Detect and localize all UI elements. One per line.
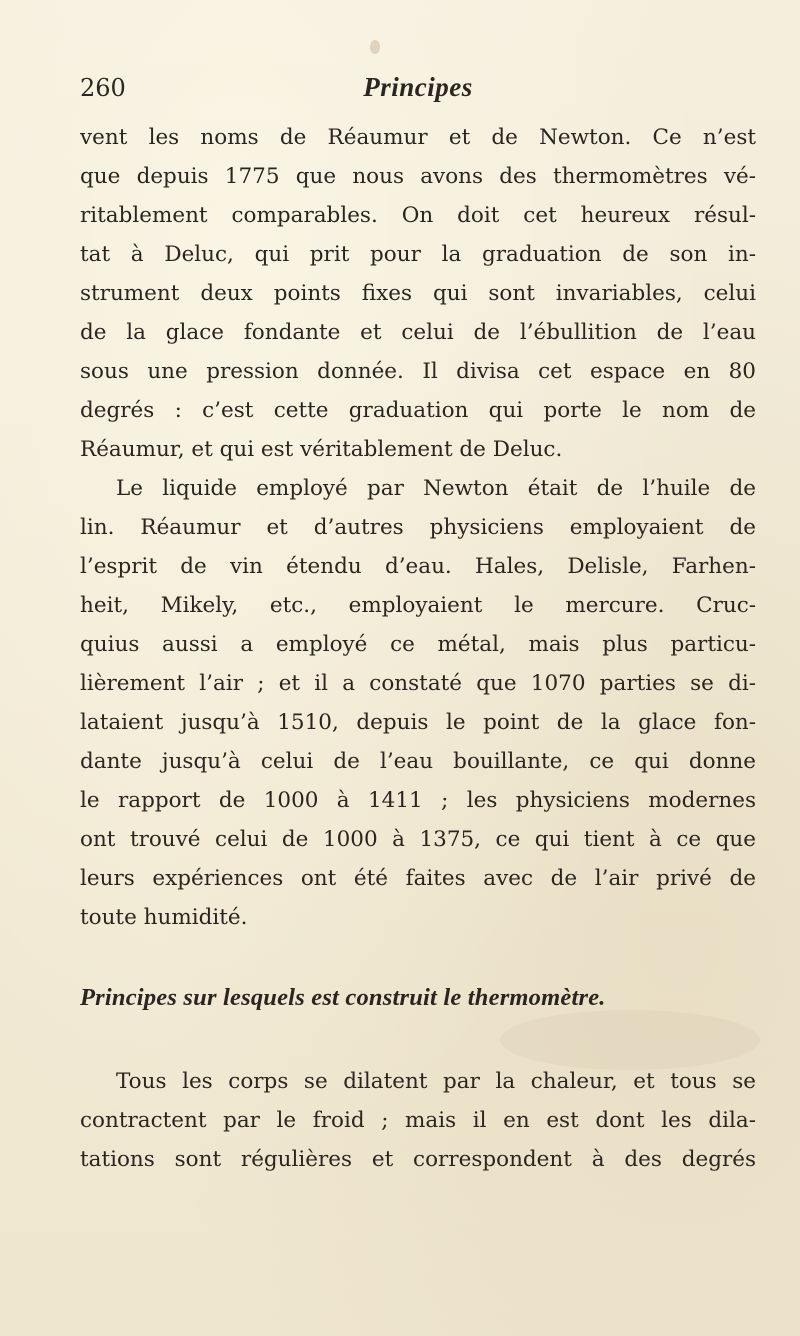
page-number: 260 bbox=[80, 74, 126, 102]
running-head: Principes bbox=[363, 72, 473, 102]
text-line: lin. Réaumur et d’autres physiciens employaient de bbox=[80, 515, 756, 540]
text-line: sous une pression donnée. Il divisa cet espace en 80 bbox=[80, 359, 756, 384]
text-line: que depuis 1775 que nous avons des thermomètres vé- bbox=[80, 164, 756, 189]
paragraph-3 bbox=[80, 1062, 756, 1179]
text-line: tations sont régulières et correspondent à des degrés bbox=[80, 1147, 756, 1172]
text-line: leurs expériences ont été faites avec de l’air privé de bbox=[80, 866, 756, 891]
paper-stain bbox=[370, 40, 380, 54]
text-line: ont trouvé celui de 1000 à 1375, ce qui tient à ce que bbox=[80, 827, 756, 852]
text-line: de la glace fondante et celui de l’ébullition de l’eau bbox=[80, 320, 756, 345]
paper-stain bbox=[500, 1010, 760, 1070]
text-line: contractent par le froid ; mais il en est dont les dila- bbox=[80, 1108, 756, 1133]
text-line: tat à Deluc, qui prit pour la graduation de son in- bbox=[80, 242, 756, 267]
text-line: dante jusqu’à celui de l’eau bouillante, ce qui donne bbox=[80, 749, 756, 774]
text-line: Le liquide employé par Newton était de l’huile de bbox=[116, 476, 756, 501]
text-line: degrés : c’est cette graduation qui porte le nom de bbox=[80, 398, 756, 423]
text-line: Tous les corps se dilatent par la chaleur, et tous se bbox=[116, 1069, 756, 1094]
text-line: lataient jusqu’à 1510, depuis le point de la glace fon- bbox=[80, 710, 756, 735]
section-heading-block bbox=[80, 978, 756, 1018]
section-heading: Principes sur lesquels est construit le thermomètre. bbox=[80, 984, 606, 1011]
text-line: heit, Mikely, etc., employaient le mercure. Cruc- bbox=[80, 593, 756, 618]
text-line: strument deux points fixes qui sont invariables, celui bbox=[80, 281, 756, 306]
text-line: toute humidité. bbox=[80, 905, 248, 930]
paragraph-1 bbox=[80, 118, 756, 469]
paragraph-2 bbox=[80, 469, 756, 937]
text-line: vent les noms de Réaumur et de Newton. Ce n’est bbox=[80, 125, 756, 150]
page-header bbox=[80, 70, 756, 110]
text-line: quius aussi a employé ce métal, mais plus particu- bbox=[80, 632, 756, 657]
text-line: l’esprit de vin étendu d’eau. Hales, Delisle, Farhen- bbox=[80, 554, 756, 579]
text-line: ritablement comparables. On doit cet heureux résul- bbox=[80, 203, 756, 228]
text-line: lièrement l’air ; et il a constaté que 1070 parties se di- bbox=[80, 671, 756, 696]
text-line: le rapport de 1000 à 1411 ; les physiciens modernes bbox=[80, 788, 756, 813]
text-line: Réaumur, et qui est véritablement de Deluc. bbox=[80, 437, 563, 462]
